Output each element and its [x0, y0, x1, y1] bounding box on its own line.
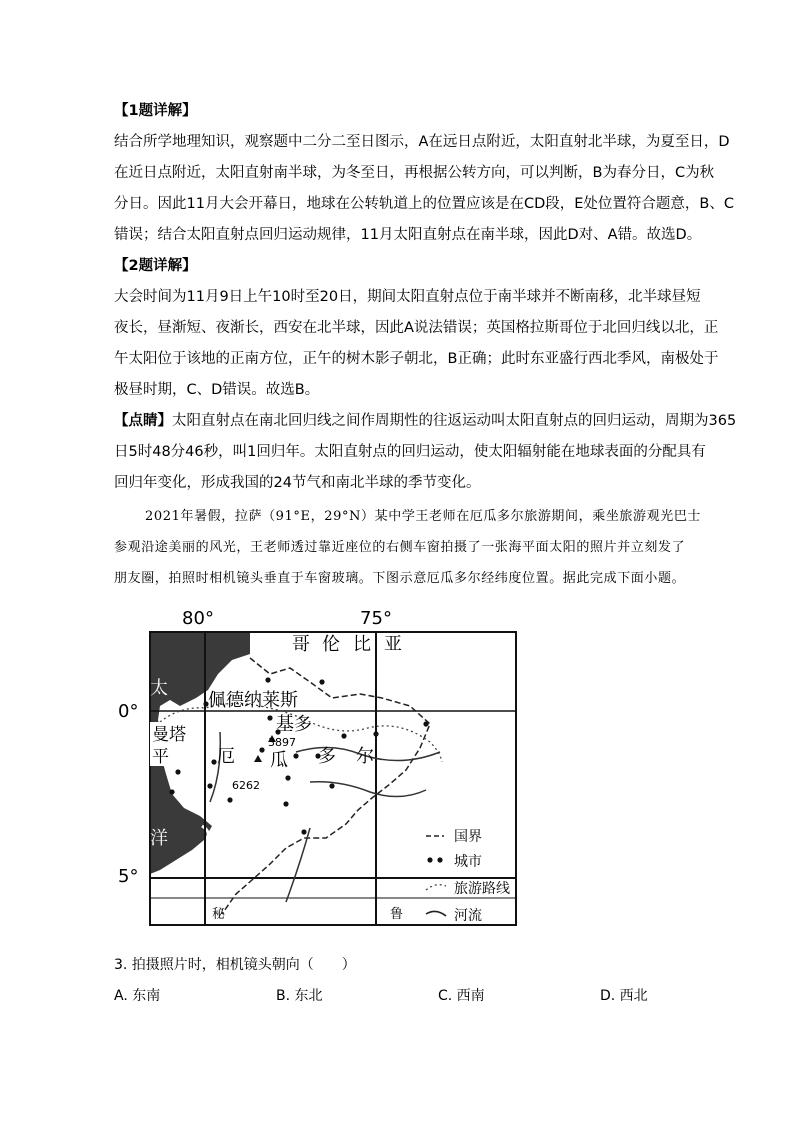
label-colombia-4: 亚 [384, 634, 402, 655]
label-peru-2: 鲁 [390, 907, 404, 922]
legend-border: 国界 [454, 829, 482, 845]
label-manta-ping: 平 [152, 747, 169, 767]
section2-line-3: 午太阳位于该地的正南方位，正午的树木影子朝北，B正确；此时东亚盛行西北季风，南极处于 [114, 351, 719, 367]
legend-river: 河流 [454, 908, 482, 924]
river-guayas [210, 732, 220, 802]
tip-line-1 [114, 411, 736, 431]
city [175, 769, 180, 774]
city-quito [267, 715, 272, 720]
legend-river-swatch [426, 911, 446, 916]
peak-6262 [254, 755, 262, 762]
label-ecuador-3: 多 [318, 746, 336, 767]
lat-label-5: 5° [118, 866, 139, 887]
section1-line-4: 错误；结合太阳直射点回归运动规律，11月太阳直射点在南半球，因此D对、A错。故选D。 [114, 227, 702, 243]
lat-label-0: 0° [118, 701, 139, 722]
city [227, 797, 232, 802]
ecuador-map [110, 602, 530, 932]
label-colombia-2: 伦 [322, 634, 340, 655]
option-b[interactable]: B. 东北 [276, 988, 323, 1004]
section1-line-3: 分日。因此11月大会开幕日，地球在公转轨道上的位置应该是在CD段，E处位置符合题意，B、C [114, 196, 734, 212]
legend-city-swatch [427, 857, 432, 862]
label-ecuador-4: 尔 [356, 746, 374, 767]
city [319, 679, 324, 684]
question-stem: 3. 拍摄照片时，相机镜头朝向（ ） [114, 957, 356, 973]
section2-line-4: 极昼时期，C、D错误。故选B。 [114, 382, 320, 398]
city [341, 733, 346, 738]
label-colombia-1: 哥 [292, 634, 310, 655]
label-peru-1: 秘 [212, 907, 226, 922]
section2-line-2: 夜长，昼渐短、夜渐长，西安在北半球，因此A说法错误；英国格拉斯哥位于北回归线以北，正 [114, 320, 719, 336]
elev-3897: 3897 [268, 736, 296, 749]
intro-line-3: 朋友圈，拍照时相机镜头垂直于车窗玻璃。下图示意厄瓜多尔经纬度位置。据此完成下面小题。 [114, 571, 686, 586]
city [301, 829, 306, 834]
section2-title: 【2题详解】 [114, 258, 197, 274]
lon-label-75: 75° [360, 608, 392, 629]
city [265, 677, 270, 682]
river-pastaza [310, 782, 426, 797]
label-pedernales: 佩德纳莱斯 [208, 690, 298, 711]
section1-line-2: 在近日点附近，太阳直射南半球，为冬至日，再根据公转方向，可以判断，B为春分日，C为秋 [114, 165, 715, 181]
city [329, 783, 334, 788]
label-ecuador-1: 厄 [217, 746, 235, 767]
city [169, 789, 174, 794]
river-south [286, 828, 310, 902]
label-ocean-1: 太 [150, 678, 168, 699]
label-colombia-3: 比 [353, 634, 371, 655]
legend-route: 旅游路线 [454, 881, 510, 897]
tip-line-2: 日5时48分46秒，叫1回归年。太阳直射点的回归运动，使太阳辐射能在地球表面的分配具有 [114, 444, 706, 460]
option-d[interactable]: D. 西北 [600, 988, 648, 1004]
city [283, 801, 288, 806]
label-manta: 曼塔 [152, 725, 186, 745]
tip-label: 【点睛】 [114, 413, 172, 429]
city [207, 783, 212, 788]
label-ecuador-2: 瓜 [270, 750, 288, 771]
city [259, 747, 264, 752]
legend-route-swatch [426, 885, 446, 890]
lon-label-80: 80° [182, 608, 214, 629]
section1-line-1: 结合所学地理知识，观察题中二分二至日图示，A在远日点附近，太阳直射北半球，为夏至日，D [114, 134, 730, 150]
label-quito: 基多 [276, 714, 312, 735]
city [423, 721, 428, 726]
tip-first-line: 太阳直射点在南北回归线之间作周期性的往返运动叫太阳直射点的回归运动，周期为365 [172, 413, 737, 429]
city [211, 759, 216, 764]
label-ocean-3: 洋 [150, 828, 168, 849]
intro-line-2: 参观沿途美丽的风光，王老师透过靠近座位的右侧车窗拍摄了一张海平面太阳的照片并立刻发了 [114, 540, 686, 555]
legend-city-swatch [437, 857, 442, 862]
legend-city: 城市 [454, 854, 482, 870]
elev-6262: 6262 [232, 779, 260, 792]
option-c[interactable]: C. 西南 [438, 988, 485, 1004]
city [373, 731, 378, 736]
section2-line-1: 大会时间为11月9日上午10时至20日，期间太阳直射点位于南半球并不断南移，北半球昼短 [114, 289, 701, 305]
option-a[interactable]: A. 东南 [114, 988, 161, 1004]
city [293, 753, 298, 758]
city [285, 775, 290, 780]
tip-line-3: 回归年变化，形成我国的24节气和南北半球的季节变化。 [114, 475, 481, 491]
intro-line-1: 2021年暑假，拉萨（91°E，29°N）某中学王老师在厄瓜多尔旅游期间，乘坐旅游观光巴士 [145, 509, 702, 524]
section1-title: 【1题详解】 [114, 103, 197, 119]
